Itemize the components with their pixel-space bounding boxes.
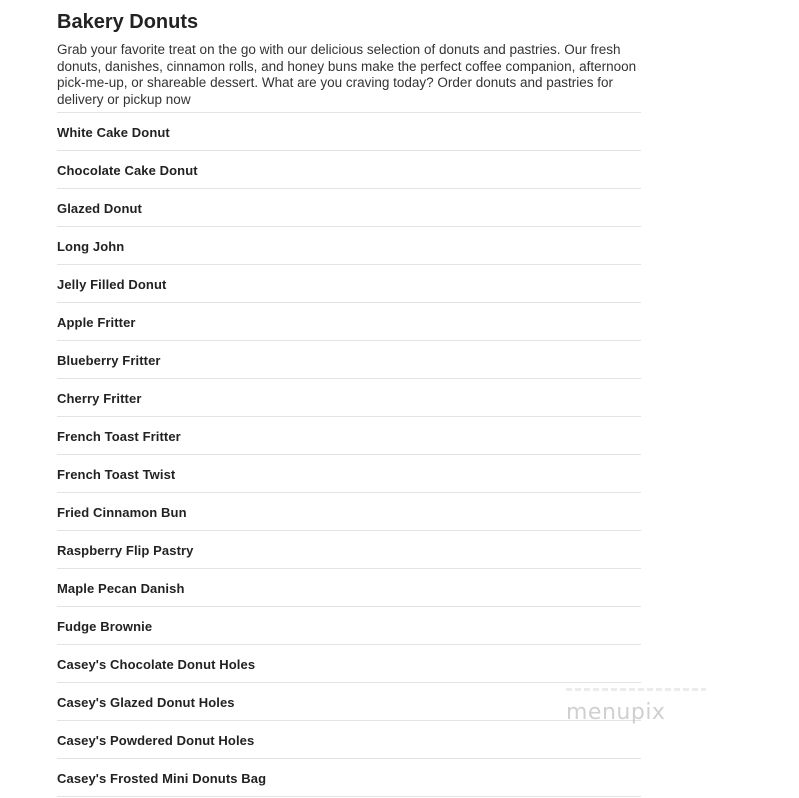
menu-item[interactable]: [57, 303, 641, 341]
watermark-decoration: [566, 688, 706, 691]
menu-item-name: French Toast Fritter: [57, 428, 181, 444]
menu-item[interactable]: [57, 493, 641, 531]
menu-item-name: Long John: [57, 238, 125, 254]
menu-item-name: Casey's Powdered Donut Holes: [57, 732, 255, 748]
menu-item-name: Glazed Donut: [57, 200, 142, 216]
menu-item-name: French Toast Twist: [57, 466, 176, 482]
menu-item[interactable]: [57, 721, 641, 759]
menu-item-name: Jelly Filled Donut: [57, 276, 167, 292]
menu-item-name: Raspberry Flip Pastry: [57, 542, 194, 558]
menu-item[interactable]: [57, 417, 641, 455]
menu-item-name: Blueberry Fritter: [57, 352, 161, 368]
menu-item-name: Fried Cinnamon Bun: [57, 504, 187, 520]
menu-item-name: White Cake Donut: [57, 124, 170, 140]
menu-item-name: Fudge Brownie: [57, 618, 153, 634]
section-title: Bakery Donuts: [57, 11, 199, 33]
menu-item[interactable]: [57, 189, 641, 227]
menu-item-list: [57, 112, 641, 797]
menu-item[interactable]: [57, 455, 641, 493]
menu-item-name: Cherry Fritter: [57, 390, 142, 406]
section-description: Grab your favorite treat on the go with our delicious selection of donuts and pastries. Our fresh donuts, danishes, cinnamon rolls, and honey buns make the perfect coffee companion, afternoon pick-me-up, or shareable dessert. What are you craving today? Order donuts and pastries for delivery or pickup now: [57, 42, 637, 107]
menu-item[interactable]: [57, 531, 641, 569]
watermark-logo: menupix: [566, 700, 666, 725]
menu-item-name: Casey's Glazed Donut Holes: [57, 694, 235, 710]
menu-item-name: Casey's Chocolate Donut Holes: [57, 656, 256, 672]
menu-item[interactable]: [57, 265, 641, 303]
menu-item[interactable]: [57, 607, 641, 645]
menu-item-name: Casey's Frosted Mini Donuts Bag: [57, 770, 267, 786]
menu-item[interactable]: [57, 759, 641, 797]
menu-item[interactable]: [57, 379, 641, 417]
menu-item-name: Maple Pecan Danish: [57, 580, 185, 596]
menu-item[interactable]: [57, 227, 641, 265]
menu-item[interactable]: [57, 645, 641, 683]
menu-item[interactable]: [57, 569, 641, 607]
menu-section: [57, 8, 641, 797]
menu-item[interactable]: [57, 683, 641, 721]
menu-item[interactable]: [57, 341, 641, 379]
menu-item[interactable]: [57, 113, 641, 151]
menu-item-name: Apple Fritter: [57, 314, 136, 330]
menu-item[interactable]: [57, 151, 641, 189]
menu-item-name: Chocolate Cake Donut: [57, 162, 198, 178]
